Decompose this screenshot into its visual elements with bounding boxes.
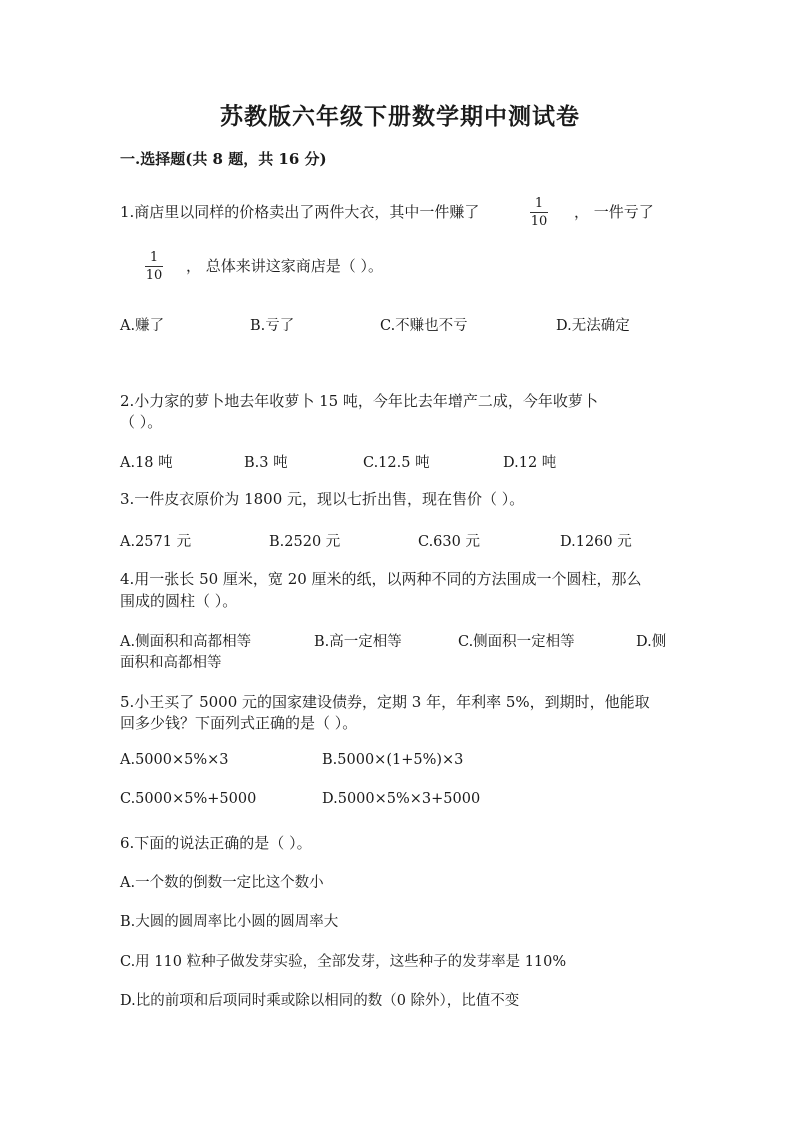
fraction-bar [145, 266, 163, 267]
q3-option-d: D.1260 元 [560, 534, 632, 550]
q1-frac1-denominator: 10 [530, 214, 548, 229]
q4-stem-line2: 围成的圆柱（ ）。 [120, 592, 238, 610]
q1-frac2-denominator: 10 [145, 268, 163, 283]
q5-stem-line1: 5.小王买了 5000 元的国家建设债券，定期 3 年，年利率 5%，到期时，他能取 [120, 693, 650, 711]
section-heading: 一.选择题(共 8 题，共 16 分) [120, 150, 327, 168]
q1-option-a: A.赚了 [120, 318, 165, 334]
q1-stem-b: ， 一件亏了 [574, 203, 654, 221]
q5-option-c: C.5000×5%+5000 [120, 791, 257, 807]
q4-option-c: C.侧面积一定相等 [458, 634, 575, 650]
q1-stem-a: 1.商店里以同样的价格卖出了两件大衣，其中一件赚了 [120, 203, 480, 221]
q1-fraction-2 [145, 250, 163, 283]
q2-option-a: A.18 吨 [120, 455, 173, 471]
q1-option-c: C.不赚也不亏 [380, 318, 468, 334]
q2-option-c: C.12.5 吨 [363, 455, 430, 471]
q3-option-a: A.2571 元 [120, 534, 192, 550]
q1-option-b: B.亏了 [250, 318, 295, 334]
q6-option-a: A.一个数的倒数一定比这个数小 [120, 875, 324, 891]
q4-option-b: B.高一定相等 [314, 634, 402, 650]
page-title: 苏教版六年级下册数学期中测试卷 [220, 103, 580, 130]
q1-stem-c: ， 总体来讲这家商店是（ ）。 [186, 257, 384, 275]
q1-option-d: D.无法确定 [556, 318, 630, 334]
fraction-bar [530, 212, 548, 213]
q6-option-b: B.大圆的圆周率比小圆的圆周率大 [120, 914, 339, 930]
q2-option-b: B.3 吨 [244, 455, 288, 471]
q1-frac2-numerator: 1 [149, 250, 159, 265]
q5-stem-line2: 回多少钱？下面列式正确的是（ ）。 [120, 714, 358, 732]
q2-stem-line1: 2.小力家的萝卜地去年收萝卜 15 吨，今年比去年增产二成，今年收萝卜 [120, 392, 598, 410]
q4-stem-line1: 4.用一张长 50 厘米，宽 20 厘米的纸，以两种不同的方法围成一个圆柱，那么 [120, 570, 642, 588]
q4-option-d: D.侧 [636, 634, 667, 650]
q1-frac1-numerator: 1 [534, 196, 544, 211]
q3-stem: 3.一件皮衣原价为 1800 元，现以七折出售，现在售价（ ）。 [120, 490, 525, 508]
q5-option-b: B.5000×(1+5%)×3 [322, 752, 464, 768]
q3-option-c: C.630 元 [418, 534, 480, 550]
q5-option-a: A.5000×5%×3 [120, 752, 229, 768]
q6-option-d: D.比的前项和后项同时乘或除以相同的数（0 除外），比值不变 [120, 993, 520, 1009]
q4-option-d-continued: 面积和高都相等 [120, 655, 222, 671]
q6-option-c: C.用 110 粒种子做发芽实验，全部发芽，这些种子的发芽率是 110% [120, 954, 567, 970]
q1-fraction-1 [530, 196, 548, 229]
q6-stem: 6.下面的说法正确的是（ ）。 [120, 834, 312, 852]
q3-option-b: B.2520 元 [269, 534, 341, 550]
q2-option-d: D.12 吨 [503, 455, 557, 471]
q4-option-a: A.侧面积和高都相等 [120, 634, 252, 650]
q5-option-d: D.5000×5%×3+5000 [322, 791, 481, 807]
q2-stem-line2: （ ）。 [120, 413, 163, 431]
